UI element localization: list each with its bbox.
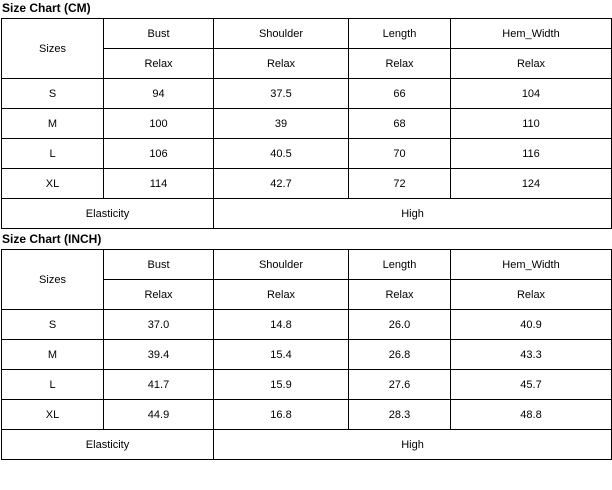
- row-size-label: L: [2, 139, 104, 169]
- cell-length: 28.3: [349, 400, 451, 430]
- table-row: [2, 139, 612, 169]
- footer-label-elasticity: Elasticity: [2, 199, 214, 229]
- row-size-label: S: [2, 310, 104, 340]
- cell-length: 26.8: [349, 340, 451, 370]
- cell-hem-width: 110: [451, 109, 612, 139]
- subheader-shoulder-relax: Relax: [214, 280, 349, 310]
- cell-length: 27.6: [349, 370, 451, 400]
- header-bust: Bust: [104, 19, 214, 49]
- subheader-bust-relax: Relax: [104, 49, 214, 79]
- header-sizes: Sizes: [2, 250, 104, 310]
- cell-bust: 41.7: [104, 370, 214, 400]
- footer-label-elasticity: Elasticity: [2, 430, 214, 460]
- subheader-hem-relax: Relax: [451, 280, 612, 310]
- footer-value-elasticity: High: [214, 430, 612, 460]
- size-chart-inch-table: [1, 249, 612, 460]
- cell-bust: 37.0: [104, 310, 214, 340]
- row-size-label: M: [2, 340, 104, 370]
- subheader-length-relax: Relax: [349, 280, 451, 310]
- cell-bust: 44.9: [104, 400, 214, 430]
- header-hem-width: Hem_Width: [451, 19, 612, 49]
- cell-hem-width: 43.3: [451, 340, 612, 370]
- header-shoulder: Shoulder: [214, 19, 349, 49]
- cell-bust: 94: [104, 79, 214, 109]
- subheader-hem-relax: Relax: [451, 49, 612, 79]
- table-row: [2, 340, 612, 370]
- table-header-row: [2, 19, 612, 49]
- cell-hem-width: 40.9: [451, 310, 612, 340]
- cell-shoulder: 16.8: [214, 400, 349, 430]
- cell-shoulder: 40.5: [214, 139, 349, 169]
- cell-shoulder: 15.9: [214, 370, 349, 400]
- cell-bust: 106: [104, 139, 214, 169]
- footer-value-elasticity: High: [214, 199, 612, 229]
- table-row: [2, 109, 612, 139]
- subheader-shoulder-relax: Relax: [214, 49, 349, 79]
- cell-shoulder: 14.8: [214, 310, 349, 340]
- header-hem-width: Hem_Width: [451, 250, 612, 280]
- header-length: Length: [349, 19, 451, 49]
- size-chart-cm-table: [1, 18, 612, 229]
- subheader-length-relax: Relax: [349, 49, 451, 79]
- header-length: Length: [349, 250, 451, 280]
- size-chart-cm-title: Size Chart (CM): [2, 1, 91, 15]
- cell-length: 66: [349, 79, 451, 109]
- cell-shoulder: 37.5: [214, 79, 349, 109]
- row-size-label: XL: [2, 400, 104, 430]
- cell-shoulder: 39: [214, 109, 349, 139]
- row-size-label: XL: [2, 169, 104, 199]
- cell-length: 26.0: [349, 310, 451, 340]
- header-shoulder: Shoulder: [214, 250, 349, 280]
- table-header-row: [2, 250, 612, 280]
- cell-hem-width: 116: [451, 139, 612, 169]
- table-row: [2, 79, 612, 109]
- cell-hem-width: 45.7: [451, 370, 612, 400]
- subheader-bust-relax: Relax: [104, 280, 214, 310]
- table-row: [2, 169, 612, 199]
- table-row: [2, 400, 612, 430]
- row-size-label: L: [2, 370, 104, 400]
- table-footer-row: [2, 199, 612, 229]
- cell-bust: 114: [104, 169, 214, 199]
- cell-bust: 100: [104, 109, 214, 139]
- cell-hem-width: 48.8: [451, 400, 612, 430]
- table-row: [2, 370, 612, 400]
- cell-hem-width: 124: [451, 169, 612, 199]
- header-sizes: Sizes: [2, 19, 104, 79]
- row-size-label: M: [2, 109, 104, 139]
- cell-shoulder: 15.4: [214, 340, 349, 370]
- table-row: [2, 310, 612, 340]
- cell-hem-width: 104: [451, 79, 612, 109]
- cell-shoulder: 42.7: [214, 169, 349, 199]
- cell-bust: 39.4: [104, 340, 214, 370]
- row-size-label: S: [2, 79, 104, 109]
- table-footer-row: [2, 430, 612, 460]
- cell-length: 68: [349, 109, 451, 139]
- header-bust: Bust: [104, 250, 214, 280]
- cell-length: 72: [349, 169, 451, 199]
- size-chart-inch-title: Size Chart (INCH): [2, 232, 102, 246]
- cell-length: 70: [349, 139, 451, 169]
